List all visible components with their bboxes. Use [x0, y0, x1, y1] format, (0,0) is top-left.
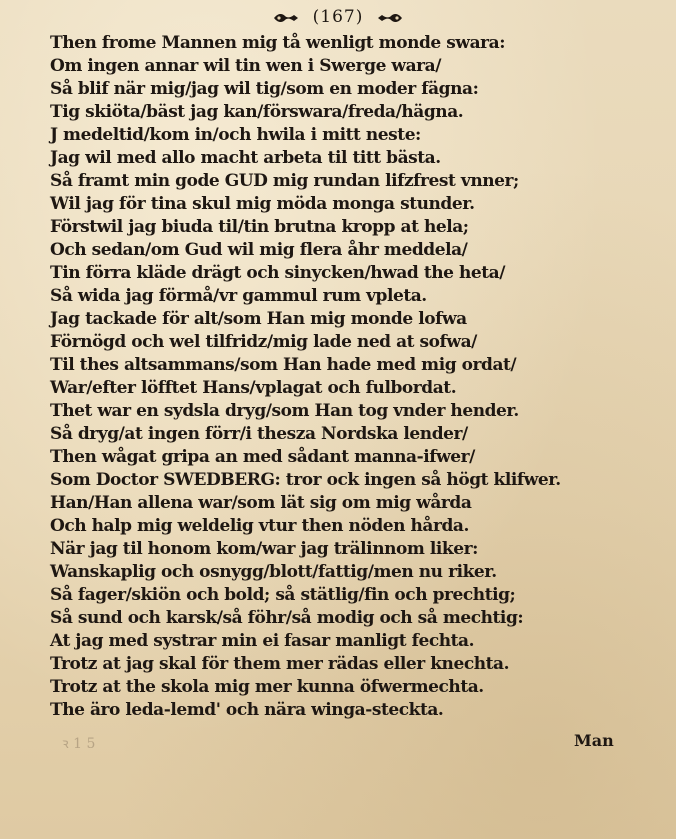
text-line: Han/Han allena war/som lät sig om mig wårda [50, 493, 472, 513]
text-line: Trotz at the skola mig mer kunna öfwermechta. [50, 677, 484, 697]
text-line: Om ingen annar wil tin wen i Swerge wara/ [50, 56, 441, 76]
text-line: War/efter löfftet Hans/vplagat och fulbordat. [50, 378, 457, 398]
right-fleuron-icon [376, 12, 404, 24]
text-line: J medeltid/kom in/och hwila i mitt neste: [50, 125, 421, 145]
text-line: Så framt min gode GUD mig rundan lifzfrest vnner; [50, 171, 519, 191]
text-line: Och halp mig weldelig vtur then nöden hårda. [50, 516, 469, 536]
text-line: Then wågat gripa an med sådant manna-ifwer/ [50, 447, 475, 467]
text-line: The äro leda-lemd' och nära winga-steckta. [50, 700, 444, 720]
text-line: Förstwil jag biuda til/tin brutna kropp at hela; [50, 217, 469, 237]
text-line: Förnögd och wel tilfridz/mig lade ned at sofwa/ [50, 332, 477, 352]
text-line: Til thes altsammans/som Han hade med mig ordat/ [50, 355, 517, 375]
text-line: Jag wil med allo macht arbeta til titt bästa. [50, 148, 441, 168]
text-line: Tin förra kläde drägt och sinycken/hwad the heta/ [50, 263, 505, 283]
text-line: Jag tackade för alt/som Han mig monde lofwa [50, 309, 467, 329]
page-header [0, 4, 676, 30]
page-number: (167) [312, 7, 364, 27]
text-line: Then frome Mannen mig tå wenligt monde swara: [50, 33, 506, 53]
text-line: Och sedan/om Gud wil mig flera åhr meddela/ [50, 240, 468, 260]
text-line: Så blif när mig/jag wil tig/som en moder fägna: [50, 79, 479, 99]
text-line: Så wida jag förmå/vr gammul rum vpleta. [50, 286, 427, 306]
text-line: At jag med systrar min ei fasar manligt fechta. [50, 631, 475, 651]
text-line: Så dryg/at ingen förr/i thesza Nordska lender/ [50, 424, 468, 444]
catchword: Man [574, 731, 614, 750]
text-line: Så sund och karsk/så föhr/så modig och så mechtig: [50, 608, 524, 628]
text-line: Tig skiöta/bäst jag kan/förswara/freda/hägna. [50, 102, 464, 122]
bleed-through-trace: ꝛ 1 5 [62, 736, 96, 752]
text-line: Thet war en sydsla dryg/som Han tog vnder hender. [50, 401, 519, 421]
text-line: Wanskaplig och osnygg/blott/fattig/men nu riker. [50, 562, 497, 582]
poem-text [50, 32, 650, 722]
text-line: Wil jag för tina skul mig möda monga stunder. [50, 194, 475, 214]
text-line: När jag til honom kom/war jag trälinnom liker: [50, 539, 478, 559]
left-fleuron-icon [272, 12, 300, 24]
text-line: Trotz at jag skal för them mer rädas eller knechta. [50, 654, 510, 674]
text-line: Som Doctor SWEDBERG: tror ock ingen så högt klifwer. [50, 470, 561, 490]
text-line: Så fager/skiön och bold; så stätlig/fin och prechtig; [50, 585, 516, 605]
